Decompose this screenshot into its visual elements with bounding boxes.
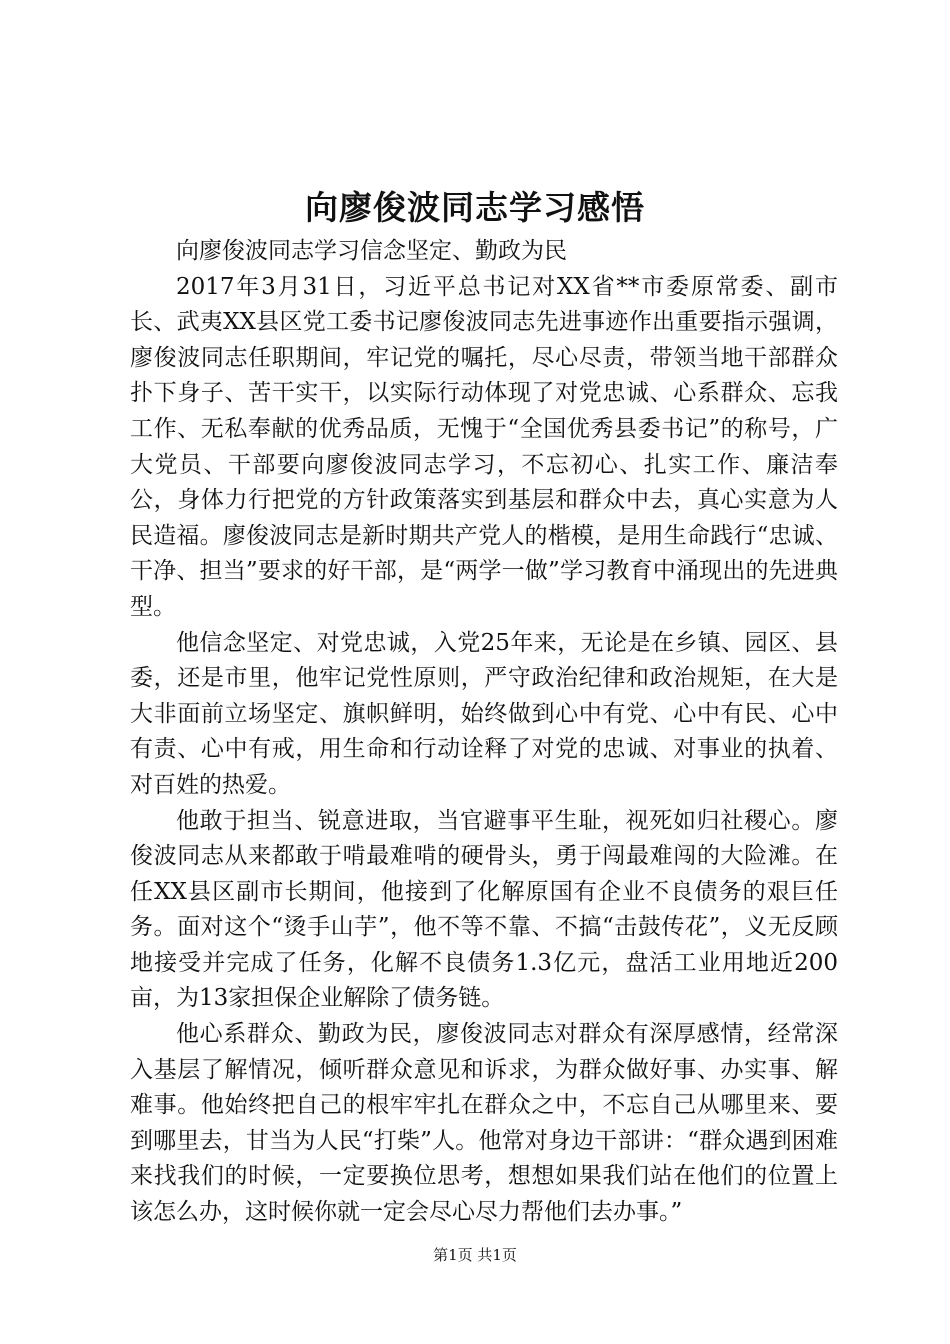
paragraph: 他信念坚定、对党忠诚，入党25年来，无论是在乡镇、园区、县委，还是市里，他牢记党性原则，严守政治纪律和政治规矩，在大是大非面前立场坚定、旗帜鲜明，始终做到心中有党、心中有民、心中有责、心中有戒，用生命和行动诠释了对党的忠诚、对事业的执着、对百姓的热爱。 [130, 629, 838, 798]
paragraph: 他敢于担当、锐意进取，当官避事平生耻，视死如归社稷心。廖俊波同志从来都敢于啃最难啃的硬骨头，勇于闯最难闯的大险滩。在任XX县区副市长期间，他接到了化解原国有企业不良债务的艰巨任务。面对这个“烫手山芋”，他不等不靠、不搞“击鼓传花”，义无反顾地接受并完成了任务，化解不良债务1.3亿元，盘活工业用地近200亩，为13家担保企业解除了债务链。 [130, 807, 838, 1012]
page-number-footer: 第1页 共1页 [433, 1246, 517, 1264]
paragraph-subtitle: 向廖俊波同志学习信念坚定、勤政为民 [176, 238, 567, 264]
document-title: 向廖俊波同志学习感悟 [305, 188, 645, 227]
paragraph: 2017年3月31日，习近平总书记对XX省**市委原常委、副市长、武夷XX县区党工委书记廖俊波同志先进事迹作出重要指示强调，廖俊波同志任职期间，牢记党的嘱托，尽心尽责，带领当地干部群众扑下身子、苦干实干，以实际行动体现了对党忠诚、心系群众、忘我工作、无私奉献的优秀品质，无愧于“全国优秀县委书记”的称号，广大党员、干部要向廖俊波同志学习，不忘初心、扎实工作、廉洁奉公，身体力行把党的方针政策落实到基层和群众中去，真心实意为人民造福。廖俊波同志是新时期共产党人的楷模，是用生命践行“忠诚、干净、担当”要求的好干部，是“两学一做”学习教育中涌现出的先进典型。 [130, 273, 838, 620]
document-body [130, 234, 838, 1231]
paragraph: 他心系群众、勤政为民，廖俊波同志对群众有深厚感情，经常深入基层了解情况，倾听群众意见和诉求，为群众做好事、办实事、解难事。他始终把自己的根牢牢扎在群众之中，不忘自己从哪里来、要到哪里去，甘当为人民“打柴”人。他常对身边干部讲：“群众遇到困难来找我们的时候，一定要换位思考，想想如果我们站在他们的位置上该怎么办，这时候你就一定会尽心尽力帮他们去办事。” [130, 1021, 838, 1226]
